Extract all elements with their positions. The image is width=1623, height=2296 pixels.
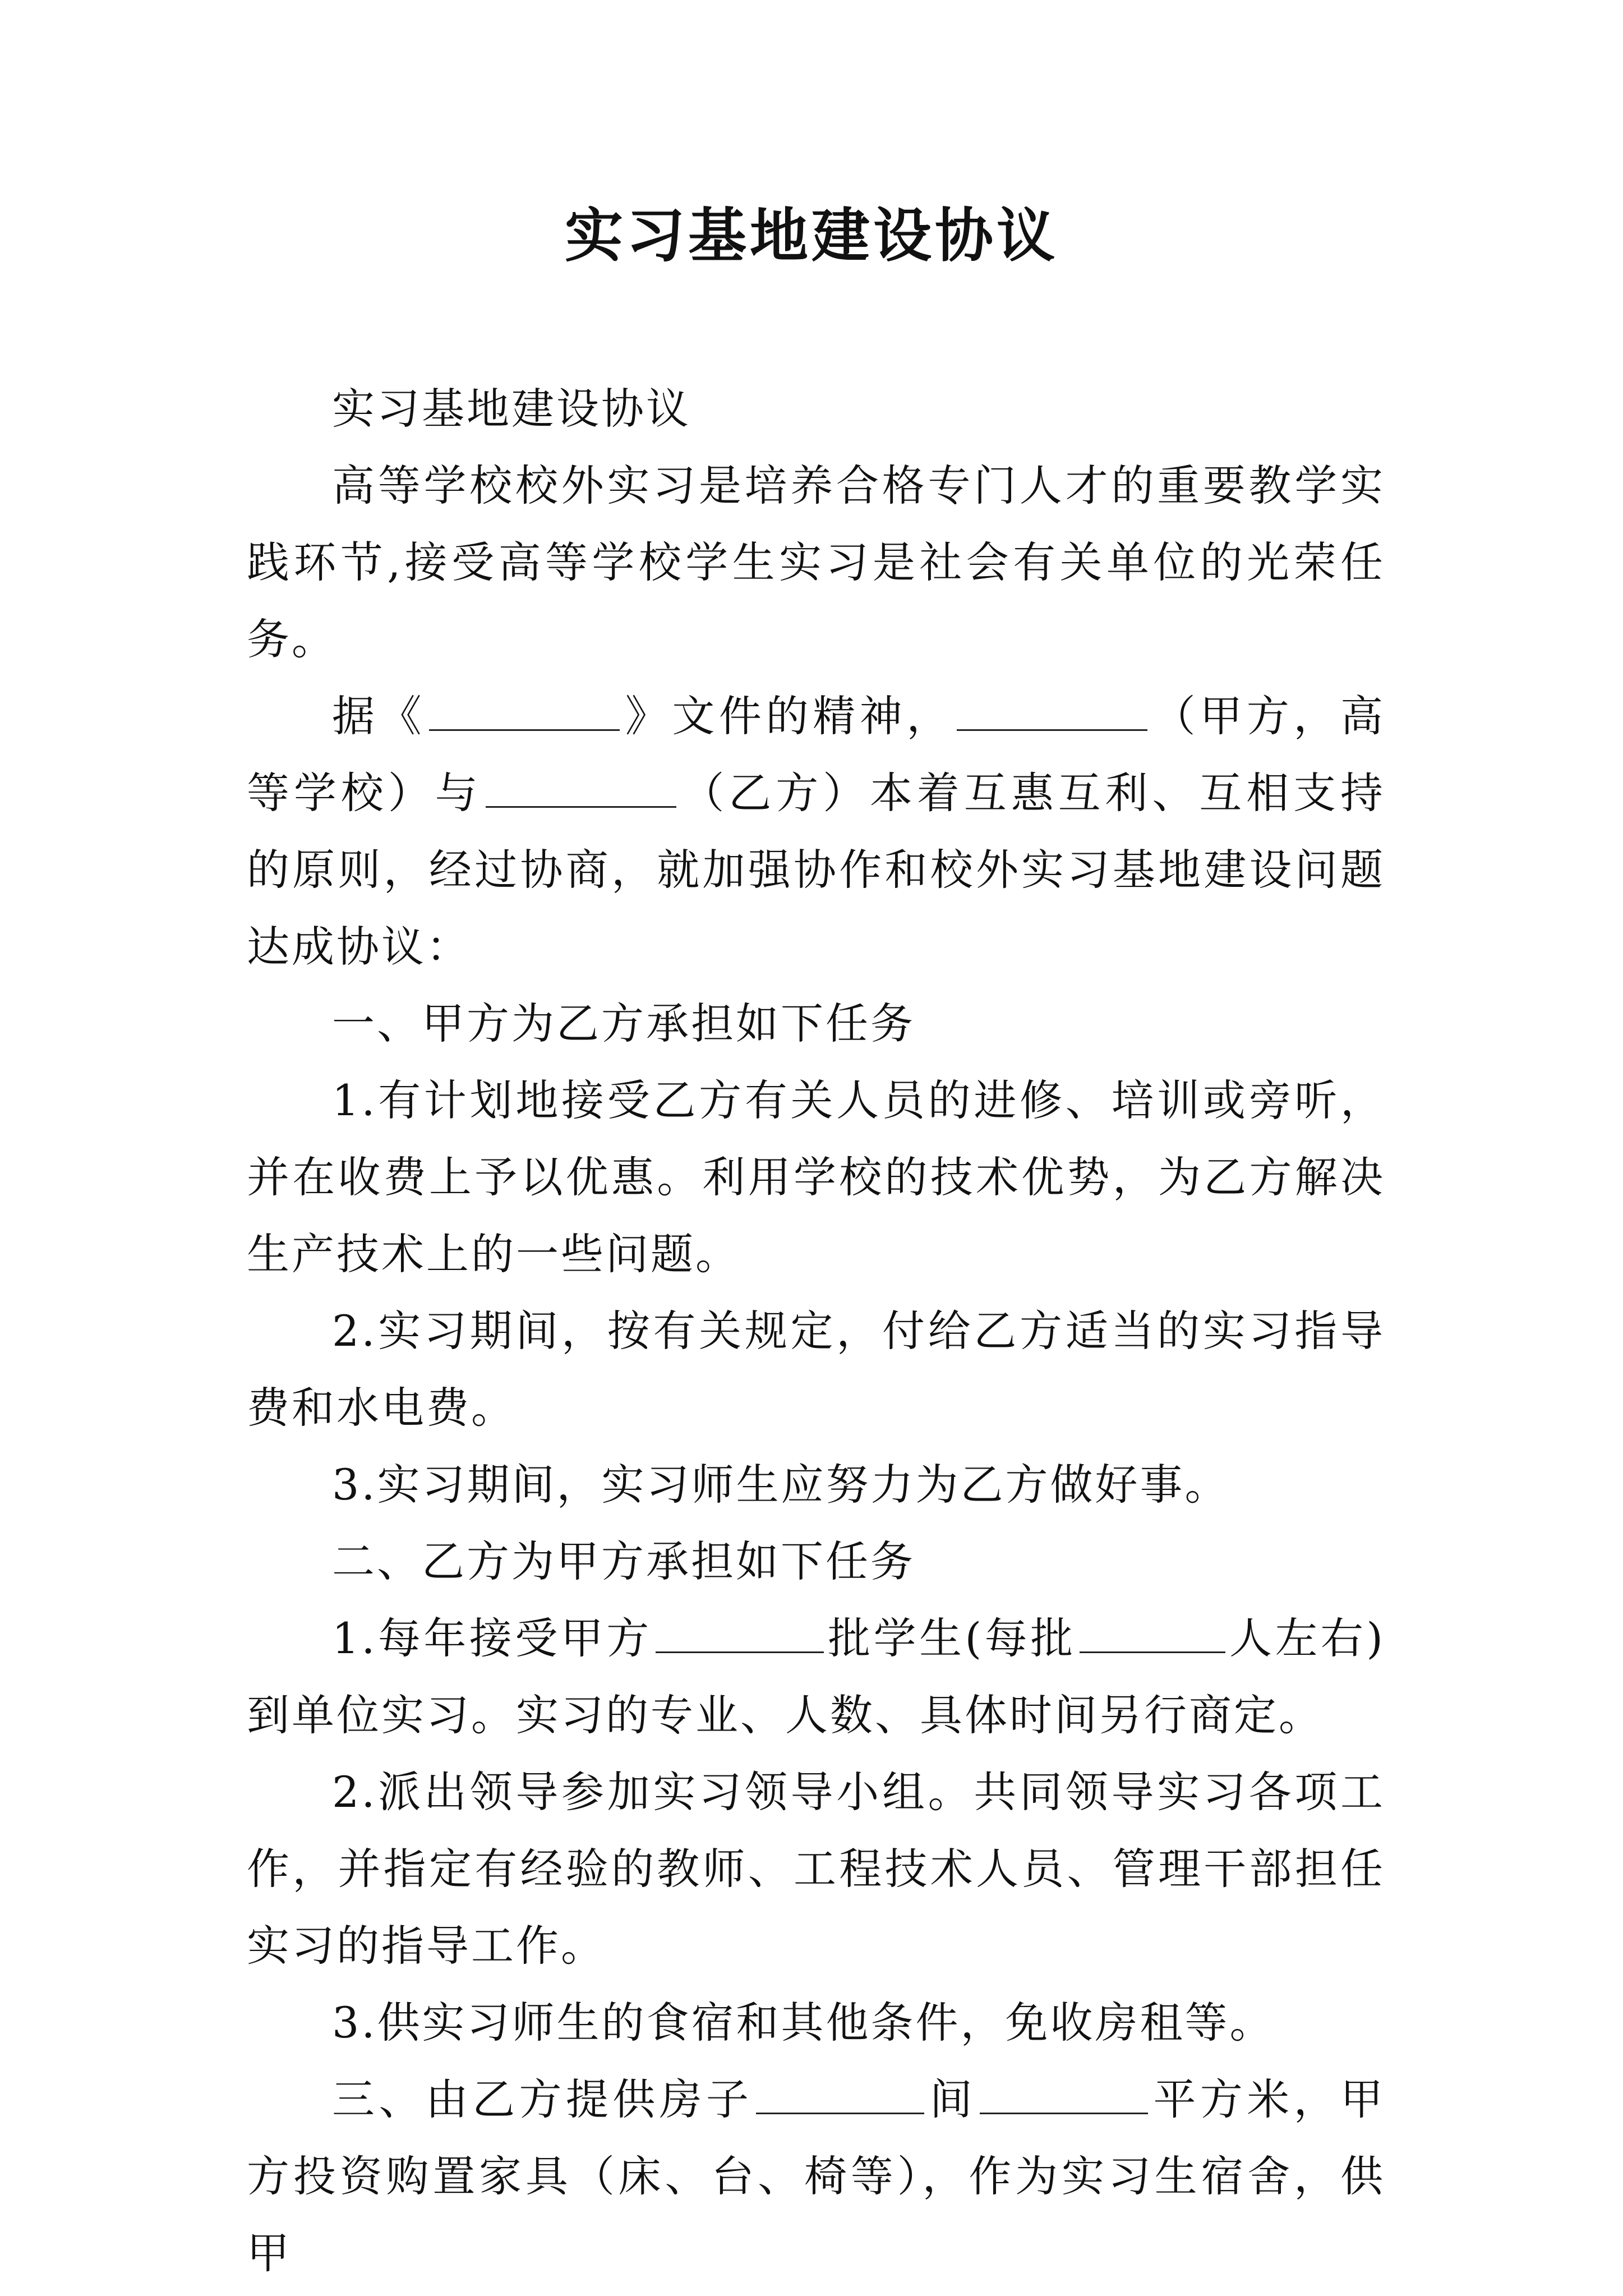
area-blank (980, 2072, 1148, 2114)
document-body (247, 370, 1385, 2292)
party-b-blank (486, 766, 676, 808)
document-name-blank (429, 689, 620, 731)
section-3-text-b: 间 (928, 2074, 977, 2124)
room-count-blank (756, 2072, 924, 2114)
section-3-text-c: 平方米，甲方投资购置家具（床、台、椅等），作为实习生宿舍，供甲 (247, 2074, 1385, 2278)
students-per-batch-blank (1080, 1611, 1225, 1653)
section-1-item-3: 3.实习期间，实习师生应努力为乙方做好事。 (332, 1460, 1230, 1510)
party-a-blank (957, 689, 1147, 731)
section-3-paragraph (247, 2061, 1385, 2292)
item-text-c: 人左右)到单位实习。实习的专业、人数、具体时间另行商定。 (247, 1613, 1385, 1740)
intro-text-c: （甲方，高等学校）与 (247, 691, 1386, 818)
batch-count-blank (656, 1611, 824, 1653)
intro-text-b: 》文件的精神， (623, 691, 954, 741)
item-text-a: 1.每年接受甲方 (332, 1613, 652, 1663)
section-2-item-3: 3.供实习师生的食宿和其他条件，免收房租等。 (332, 1998, 1275, 2047)
item-text-b: 批学生(每批 (827, 1613, 1076, 1663)
section-2-item-2: 2.派出领导参加实习领导小组。共同领导实习各项工作，并指定有经验的教师、工程技术人员、管理干部担任实习的指导工作。 (247, 1767, 1385, 1971)
heading-repeat: 实习基地建设协议 (332, 384, 691, 434)
section-1-item-2: 2.实习期间，按有关规定，付给乙方适当的实习指导费和水电费。 (247, 1306, 1385, 1433)
section-2-item-1 (247, 1600, 1385, 1754)
section-3-text-a: 三、由乙方提供房子 (332, 2074, 753, 2124)
document-title: 实习基地建设协议 (564, 201, 1058, 270)
section-1-heading: 一、甲方为乙方承担如下任务 (332, 999, 915, 1048)
intro-text-a: 据《 (332, 691, 426, 741)
intro-paragraph-1: 高等学校校外实习是培养合格专门人才的重要教学实践环节,接受高等学校学生实习是社会有关单位的光荣任务。 (247, 461, 1385, 664)
intro-paragraph-2 (247, 678, 1385, 985)
intro-text-d: （乙方）本着互惠互利、互相支持的原则，经过协商，就加强协作和校外实习基地建设问题达成协议： (247, 768, 1385, 972)
section-2-heading: 二、乙方为甲方承担如下任务 (332, 1536, 915, 1586)
section-1-item-1: 1.有计划地接受乙方有关人员的进修、培训或旁听，并在收费上予以优惠。利用学校的技术优势，为乙方解决生产技术上的一些问题。 (247, 1075, 1385, 1279)
